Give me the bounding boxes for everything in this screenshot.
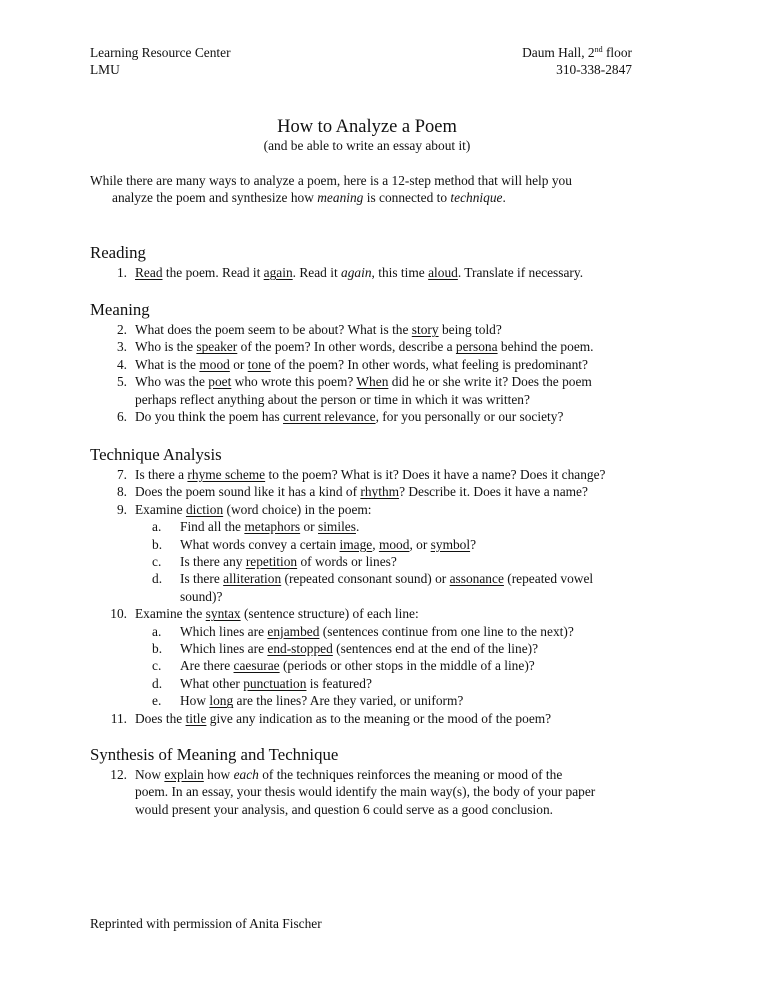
list-item: 7. Is there a rhyme scheme to the poem? What is it? Does it have a name? Does it change? [116, 467, 606, 482]
sub-list-item: d. What other punctuation is featured? [152, 675, 372, 691]
list-item: 10. Examine the syntax (sentence structure) of each line: [110, 606, 419, 622]
sub-list-item: c. Are there caesurae (periods or other stops in the middle of a line)? [152, 658, 535, 674]
reading-list [90, 264, 690, 281]
university-name: LMU [90, 62, 120, 78]
list-item: 2. What does the poem seem to be about? What is the story being told? [116, 322, 502, 337]
section-heading-reading: Reading [90, 243, 146, 262]
sub-list-item: a. Find all the metaphors or similes. [152, 519, 360, 535]
technique-list [90, 466, 690, 727]
page-title: How to Analyze a Poem [277, 117, 457, 137]
sub-list-item: b. Which lines are end-stopped (sentences end at the end of the line)? [152, 641, 539, 657]
section-heading-meaning: Meaning [90, 300, 150, 319]
sub-list-item: b. What words convey a certain image, mood, or symbol? [152, 536, 477, 552]
location-line: Daum Hall, 2nd floor [522, 45, 632, 60]
list-item: 12. Now explain how each of the techniques reinforces the meaning or mood of the poem. In an essay, your thesis would identify the main way(s), the body of your paper would present your analysis, and question 6 could serve as a good conclusion. [110, 767, 596, 817]
section-heading-synthesis: Synthesis of Meaning and Technique [90, 745, 339, 764]
list-item: 6. Do you think the poem has current relevance, for you personally or our society? [116, 409, 564, 425]
list-item: 3. Who is the speaker of the poem? In other words, describe a persona behind the poem. [116, 339, 594, 355]
list-item: 9. Examine diction (word choice) in the poem: [116, 501, 372, 517]
page-subtitle: (and be able to write an essay about it) [263, 138, 471, 153]
sub-list-item: c. Is there any repetition of words or lines? [152, 554, 397, 570]
center-name: Learning Resource Center [90, 45, 231, 60]
section-heading-technique: Technique Analysis [90, 445, 222, 464]
header-right [522, 44, 632, 79]
synthesis-list [90, 766, 690, 818]
sub-list-item: d. Is there alliteration (repeated consonant sound) or assonance (repeated vowel sound)? [152, 571, 594, 604]
list-item: 4. What is the mood or tone of the poem? In other words, what feeling is predominant? [116, 356, 588, 372]
list-item: 8. Does the poem sound like it has a kind of rhythm? Describe it. Does it have a name? [116, 484, 588, 500]
list-item: 11. Does the title give any indication as to the meaning or the mood of the poem? [110, 710, 552, 726]
intro-paragraph: While there are many ways to analyze a poem, here is a 12-step method that will help you analyze the poem and synthesize how meaning is connected to technique. [90, 173, 572, 206]
sub-list-item: a. Which lines are enjambed (sentences continue from one line to the next)? [152, 623, 574, 639]
header-left [90, 44, 231, 79]
list-item: 5. Who was the poet who wrote this poem? When did he or she write it? Does the poem perhaps reflect anything about the person or time in which it was written? [116, 374, 592, 407]
meaning-list [90, 321, 690, 425]
footer-credit: Reprinted with permission of Anita Fischer [90, 916, 322, 931]
phone-number: 310-338-2847 [556, 62, 632, 78]
sub-list-item: e. How long are the lines? Are they varied, or uniform? [152, 693, 464, 709]
list-item: 1. Read the poem. Read it again. Read it again, this time aloud. Translate if necessary. [116, 265, 584, 280]
